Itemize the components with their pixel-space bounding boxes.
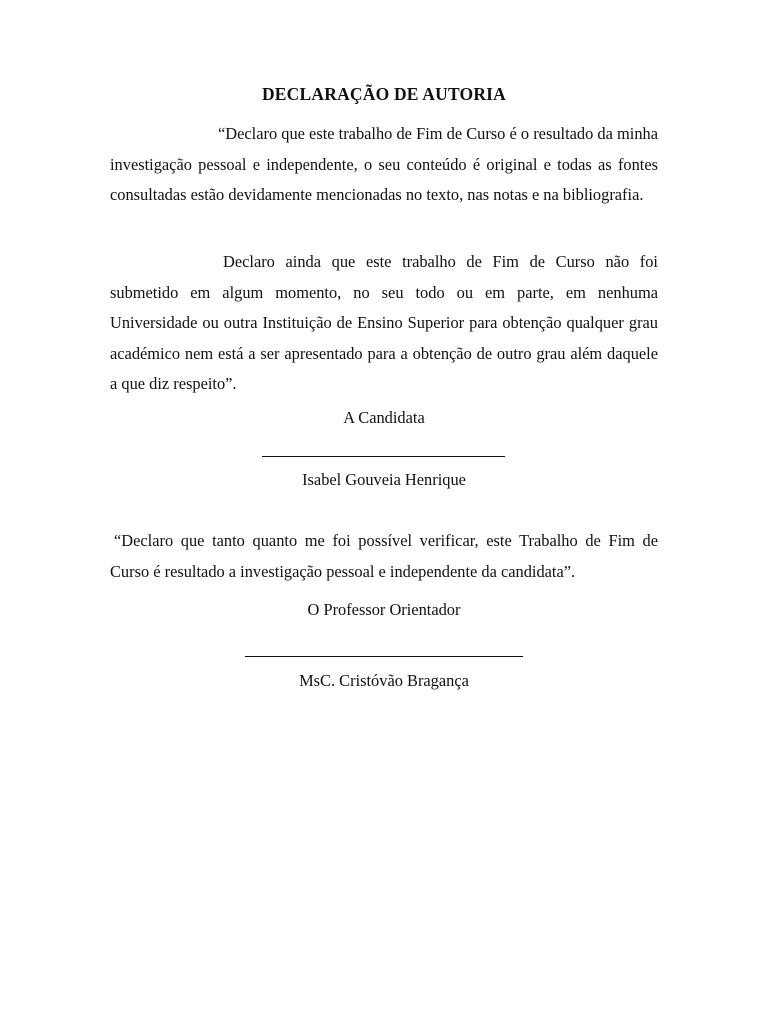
supervisor-name: MsC. Cristóvão Bragança xyxy=(299,671,469,690)
submission-declaration-paragraph: Declaro ainda que este trabalho de Fim de Curso não foi submetido em algum momento, no seu todo ou em parte, em nenhuma Universidade ou outra Instituição de Ensino Superior para obtenção qualquer grau académico nem está a ser apresentado para a obtenção de outro grau além daquele a que diz respeito”. xyxy=(110,252,658,393)
supervisor-signature-line xyxy=(245,656,523,657)
document-title: DECLARAÇÃO DE AUTORIA xyxy=(261,84,507,104)
candidate-signature-line xyxy=(262,456,505,457)
candidate-role-label: A Candidata xyxy=(343,408,425,427)
supervisor-role-label: O Professor Orientador xyxy=(307,600,461,619)
authorship-declaration-paragraph: “Declaro que este trabalho de Fim de Curso é o resultado da minha investigação pessoal e independente, o seu conteúdo é original e todas as fontes consultadas estão devidamente mencionadas no texto, nas notas e na bibliografia. xyxy=(110,124,658,204)
supervisor-declaration-paragraph: “Declaro que tanto quanto me foi possível verificar, este Trabalho de Fim de Curso é resultado a investigação pessoal e independente da candidata”. xyxy=(110,531,658,581)
candidate-name: Isabel Gouveia Henrique xyxy=(302,470,466,489)
